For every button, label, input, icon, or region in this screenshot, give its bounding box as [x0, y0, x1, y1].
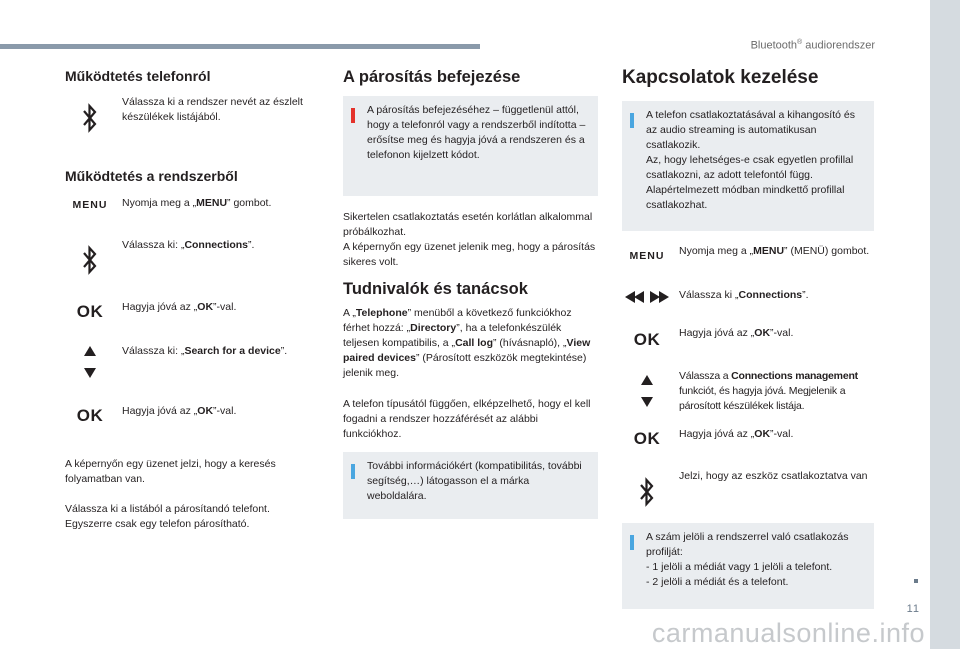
- ok-icon: OK: [76, 406, 104, 425]
- tips-text: A „Telephone” menüből a következő funkciókhoz férhet hozzá: „Directory”, ha a telefonkészülék teljesen kompatibilis, a „Call log” (hívásnapló), „View paired devices” (Párosított eszközök megtekintése) jelenik meg.: [343, 307, 591, 379]
- info-box-profile: A szám jelöli a rendszerrel való csatlakozás profilját: - 1 jelöli a médiát vagy 1 jelöli a telefont. - 2 jelöli a médiát és a telefont.: [622, 523, 874, 609]
- seek-arrows-icon: [622, 290, 672, 304]
- info-icon: [630, 113, 634, 128]
- section-title: Bluetooth® audiorendszer: [750, 39, 875, 52]
- heading-tips: Tudnivalók és tanácsok: [343, 280, 528, 298]
- menu-icon: MENU: [629, 250, 665, 262]
- info-icon: [630, 535, 634, 550]
- ok-icon: OK: [633, 330, 661, 349]
- heading-phone-operation: Működtetés telefonról: [65, 68, 211, 84]
- heading-system-operation: Működtetés a rendszerből: [65, 168, 238, 184]
- warning-box: A párosítás befejezéséhez – függetlenül attól, hogy a telefonról vagy a rendszerből indította – erősítse meg és hagyja jóvá a rendszeren és a telefonon kijelzett kódot.: [343, 96, 598, 196]
- info-box: További információkért (kompatibilitás, további segítség,…) látogasson el a márka weboldalára.: [343, 452, 598, 519]
- tips-text-2: A telefon típusától függően, elképzelhető, hogy el kell fogadni a rendszer hozzáférését az alábbi funkciókhoz.: [343, 398, 591, 440]
- up-down-arrows-icon: [622, 373, 672, 411]
- select-phone-text: Válassza ki a listából a párosítandó telefont. Egyszerre csak egy telefon párosítható.: [65, 503, 270, 530]
- header-rule: [0, 44, 480, 49]
- retry-text: Sikertelen csatlakoztatás esetén korlátlan alkalommal próbálkozhat.: [343, 211, 593, 238]
- up-down-arrows-icon: [65, 344, 115, 382]
- page-number: 11: [906, 603, 920, 615]
- bluetooth-icon: [65, 245, 115, 275]
- bluetooth-icon: [65, 103, 115, 133]
- success-text: A képernyőn egy üzenet jelenik meg, hogy a párosítás sikeres volt.: [343, 241, 596, 268]
- heading-pairing-completion: A párosítás befejezése: [343, 68, 521, 86]
- ok-icon: OK: [76, 302, 104, 321]
- page-edge-strip: [930, 0, 960, 649]
- info-box-connections: A telefon csatlakoztatásával a kihangosító és az audio streaming is automatikusan csatlakozik. Az, hogy lehetséges-e csak egyetlen profillal csatlakozni, az adott telefontól függ. Alapértelmezett módban mindkettő profillal csatlakozhat.: [622, 101, 874, 231]
- page-marker: [914, 579, 918, 583]
- heading-connection-management: Kapcsolatok kezelése: [622, 67, 819, 88]
- menu-icon: MENU: [72, 199, 108, 211]
- watermark: carmanualsonline.info: [651, 618, 925, 648]
- warning-icon: [351, 108, 355, 123]
- search-message-text: A képernyőn egy üzenet jelzi, hogy a keresés folyamatban van.: [65, 458, 276, 485]
- ok-icon: OK: [633, 429, 661, 448]
- bluetooth-icon: [622, 477, 672, 507]
- info-icon: [351, 464, 355, 479]
